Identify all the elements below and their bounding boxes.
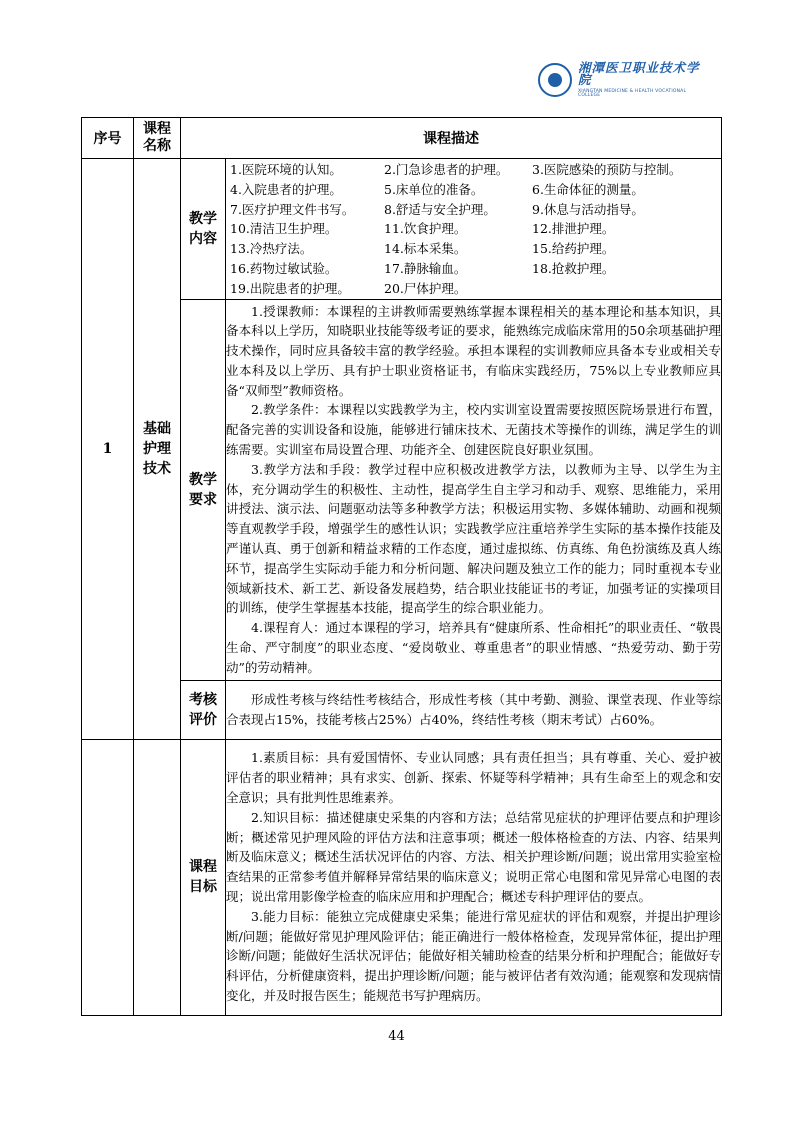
req-paragraph: 4.课程育人：通过本课程的学习，培养具有“健康所系、性命相托”的职业责任、“敬畏生命、严守制度”的职业态度、“爱岗敬业、尊重患者”的职业情感、“热爱劳动、勤于劳动”的劳动精神。 — [226, 620, 721, 675]
eval-cell — [226, 680, 722, 739]
content-item: 14.标本采集。 — [384, 241, 467, 257]
page-number: 44 — [388, 1029, 405, 1044]
header-course-name — [134, 118, 181, 159]
content-item: 6.生命体征的测量。 — [532, 181, 644, 197]
header-seq: 序号 — [82, 118, 134, 159]
content-cell — [226, 159, 722, 300]
content-item: 8.舒适与安全护理。 — [384, 201, 496, 217]
row-seq: 1 — [82, 159, 134, 740]
content-item: 3.医院感染的预防与控制。 — [532, 162, 682, 177]
eval-label — [181, 680, 226, 739]
goal-cell — [226, 739, 722, 1015]
college-name-cn: 湘潭医卫职业技术学院 — [578, 59, 700, 87]
header-course-name-text: 课程名称 — [143, 121, 171, 154]
content-item: 7.医疗护理文件书写。 — [230, 201, 355, 217]
goal-paragraph: 1.素质目标：具有爱国情怀、专业认同感；具有责任担当；具有尊重、关心、爱护被评估者的职业精神；具有求实、创新、探索、怀疑等科学精神；具有生命至上的观念和安全意识；具有批判性思维素养。 — [226, 750, 721, 805]
content-item: 10.清洁卫生护理。 — [230, 221, 338, 237]
content-label-text: 教学内容 — [189, 210, 217, 247]
content-item: 4.入院患者的护理。 — [230, 181, 342, 197]
content-label — [181, 159, 226, 300]
content-item: 19.出院患者的护理。 — [230, 280, 350, 296]
row2-seq-empty — [82, 739, 134, 1015]
req-label — [181, 299, 226, 680]
content-item: 1.医院环境的认知。 — [230, 162, 342, 177]
goal-label — [181, 739, 226, 1015]
header-desc: 课程描述 — [181, 118, 722, 159]
content-item: 2.门急诊患者的护理。 — [384, 162, 509, 177]
content-item: 17.静脉输血。 — [384, 260, 467, 276]
content-item: 16.药物过敏试验。 — [230, 260, 338, 276]
goal-paragraph: 2.知识目标：描述健康史采集的内容和方法；总结常见症状的护理评估要点和护理诊断；概述常见护理风险的评估方法和注意事项；概述一般体格检查的方法、内容、结果判断及临床意义；概述生活状况评估的内容、方法、相关护理诊断/问题；说出常用实验室检查结果的正常参考值并解释异常结果的临床意义；说明正常心电图和常见异常心电图的表现；说出常用影像学检查的临床应用和护理配合；概述专科护理评估的要点。 — [226, 809, 721, 904]
content-items — [226, 160, 721, 299]
content-item: 20.尸体护理。 — [384, 280, 467, 296]
content-item: 9.休息与活动指导。 — [532, 201, 644, 217]
college-logo — [538, 60, 708, 100]
content-item: 11.饮食护理。 — [384, 221, 467, 237]
college-seal-icon — [538, 63, 572, 97]
content-item — [528, 279, 721, 299]
goal-label-text: 课程目标 — [189, 859, 217, 896]
req-paragraph: 2.教学条件：本课程以实践教学为主，校内实训室设置需要按照医院场景进行布置，配备完善的实训设备和设施，能够进行铺床技术、无菌技术等操作的训练，满足学生的训练需要。实训室布局设置合理、功能齐全、创建医院良好职业氛围。 — [226, 402, 721, 458]
content-item: 12.排泄护理。 — [532, 221, 615, 237]
req-paragraph: 3.教学方法和手段：教学过程中应积极改进教学方法，以教师为主导、以学生为主体，充分调动学生的积极性、主动性，提高学生自主学习和动手、观察、思维能力，采用讲授法、演示法、问题驱动法等多种教学方法；积极运用实物、多媒体辅助、动画和视频等直观教学手段，增强学生的感性认识；实践教学应注重培养学生实际的基本操作技能及严谨认真、勇于创新和精益求精的工作态度，通过虚拟练、仿真练、角色扮演练及真人练环节，提高学生实际动手能力和分析问题、解决问题及独立工作的能力；同时重视本专业领域新技术、新工艺、新设备发展趋势，结合职业技能证书的考证，加强考证的实操项目的训练，使学生掌握基本技能，提高学生的综合职业能力。 — [226, 461, 721, 616]
content-item: 5.床单位的准备。 — [384, 181, 484, 197]
course-name-text: 基础护理技术 — [143, 420, 171, 477]
eval-text: 形成性考核与终结性考核结合，形成性考核（其中考勤、测验、课堂表现、作业等综合表现占15%，技能考核占25%）占40%，终结性考核（期末考试）占60%。 — [226, 691, 721, 727]
content-item: 15.给药护理。 — [532, 241, 615, 257]
college-name-en: XIANGTAN MEDICINE & HEALTH VOCATIONAL COLLEGE — [578, 88, 687, 98]
content-item: 18.抢救护理。 — [532, 260, 615, 276]
req-label-text: 教学要求 — [189, 471, 217, 508]
row2-course-empty — [134, 739, 181, 1015]
goal-paragraph: 3.能力目标：能独立完成健康史采集；能进行常见症状的评估和观察，并提出护理诊断/问题；能做好常见护理风险评估；能正确进行一般体格检查，发现异常体征，提出护理诊断/问题；能做好生活状况评估；能做好相关辅助检查的结果分析和护理配合；能做好专科评估，分析健康资料，提出护理诊断/问题；能与被评估者有效沟通；能观察和发现病情变化，并及时报告医生；能规范书写护理病历。 — [226, 908, 721, 1003]
req-cell — [226, 299, 722, 680]
eval-label-text: 考核评价 — [189, 691, 217, 728]
content-item: 13.冷热疗法。 — [230, 241, 313, 257]
course-name — [134, 159, 181, 740]
course-table — [81, 117, 722, 1016]
req-paragraph: 1.授课教师：本课程的主讲教师需要熟练掌握本课程相关的基本理论和基本知识，具备本科以上学历，知晓职业技能等级考证的要求，能熟练完成临床常用的50余项基础护理技术操作，同时应具备较丰富的教学经验。承担本课程的实训教师应具备本专业或相关专业本科及以上学历、具有护士职业资格证书，有临床实践经历，75%以上专业教师应具备“双师型”教师资格。 — [226, 303, 721, 398]
